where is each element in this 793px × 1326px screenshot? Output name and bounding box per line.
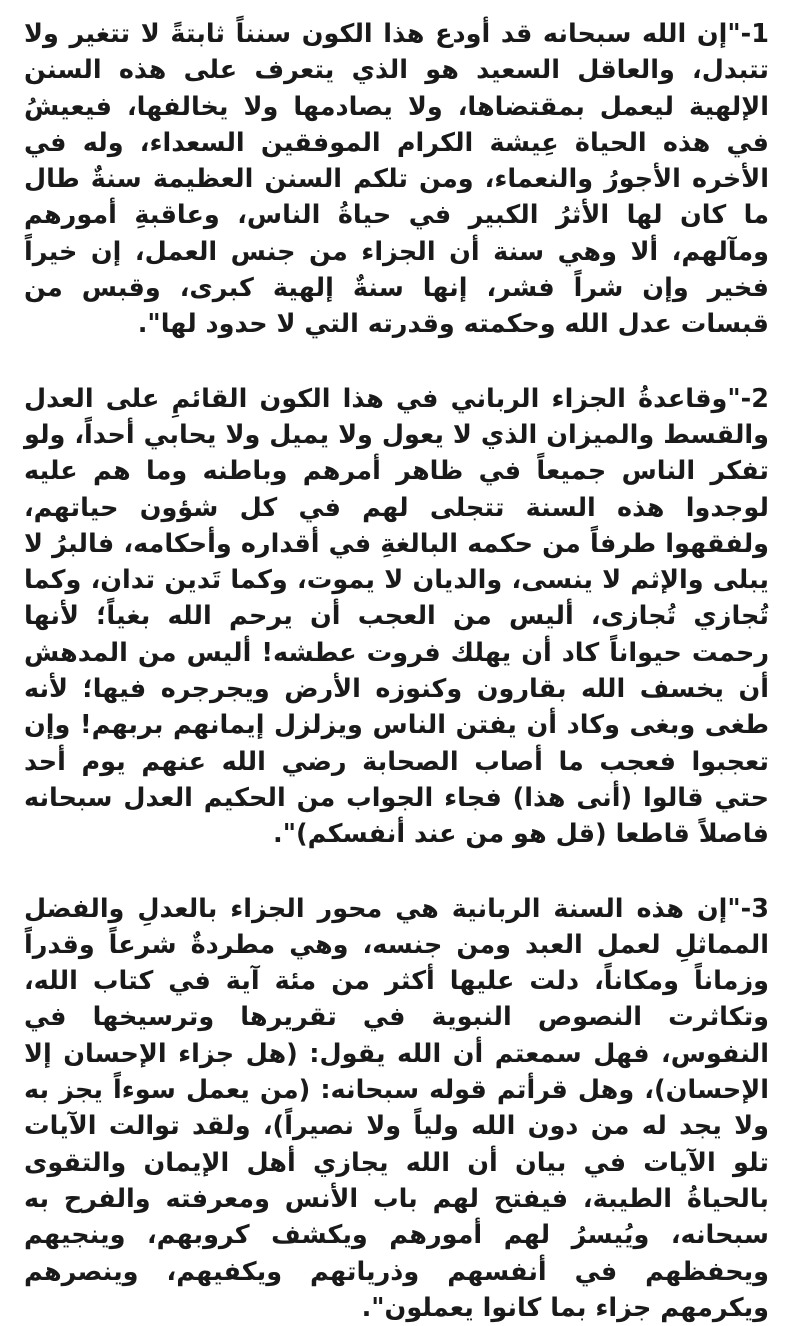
paragraph-2: 2-"وقاعدةُ الجزاء الرباني في هذا الكون القائمِ على العدل والقسط والميزان الذي لا يعول ولا يميل ولا يحابي أحداً، ولو تفكر الناس جميعاً في ظاهر أمرهم وباطنه وما هم عليه لوجدوا هذه السنة تتجلى لهم في كل شؤون حياتهم، ولفقهوا طرفاً من حكمه البالغةِ في أقداره وأحكامه، فالبرُ لا يبلى والإثم لا ينسى، والديان لا يموت، وكما تَدين تدان، وكما تُجازي تُجازى، أليس من العجب أن يرحم الله بغياً؛ لأنها رحمت حيواناً كاد أن يهلك فروت عطشه! أليس من المدهش أن يخسف الله بقارون وكنوزه الأرض ويجرجره فيها؛ لأنه طغى وبغى وكاد أن يفتن الناس ويزلزل إيمانهم بربهم! وإن تعجبوا فعجب ما أصاب الصحابة رضي الله عنهم يوم أحد حتي قالوا (أنى هذا) فجاء الجواب من الحكيم العدل سبحانه فاصلاً قاطعا (قل هو من عند أنفسكم)".	[24, 383, 769, 850]
paragraph-3: 3-"إن هذه السنة الربانية هي محور الجزاء بالعدلِ والفضل المماثلِ لعمل العبد ومن جنسه، وهي مطردةٌ شرعاً وقدراً وزماناً ومكاناً، دلت عليها أكثر من مئة آية في كتاب الله، وتكاثرت النصوص النبوية في تقريرها وترسيخها في النفوس، فهل سمعتم أن الله يقول: (هل جزاء الإحسان إلا الإحسان)، وهل قرأتم قوله سبحانه: (من يعمل سوءاً يجز به ولا يجد له من دون الله ولياً ولا نصيراً)، ولقد توالت الآيات تلو الآيات في بيان أن الله يجازي أهل الإيمان والتقوى بالحياةُ الطيبة، فيفتح لهم باب الأنس ومعرفته والفرح به سبحانه، ويُيسرُ لهم أمورهم ويكشف كروبهم، وينجيهم ويحفظهم في أنفسهم وذرياتهم ويكفيهم، وينصرهم ويكرمهم جزاء بما كانوا يعملون".	[24, 893, 769, 1323]
paragraph-1: 1-"إن الله سبحانه قد أودع هذا الكون سنناً ثابتةً لا تتغير ولا تتبدل، والعاقل السعيد هو الذي يتعرف على هذه السنن الإلهية ليعمل بمقتضاها، ولا يصادمها ولا يخالفها، فيعيشُ في هذه الحياة عِيشة الكرام الموفقين السعداء، وله في الأخره الأجورُ والنعماء، ومن تلكم السنن العظيمة سنةٌ طال ما كان لها الأثرُ الكبير في حياةُ الناس، وعاقبةِ أمورهم ومآلهم، ألا وهي سنة أن الجزاء من جنس العمل، إن خيراً فخير وإن شراً فشر، إنها سنةٌ إلهية كبرى، وقبس من قبسات عدل الله وحكمته وقدرته التي لا حدود لها".	[24, 19, 769, 340]
